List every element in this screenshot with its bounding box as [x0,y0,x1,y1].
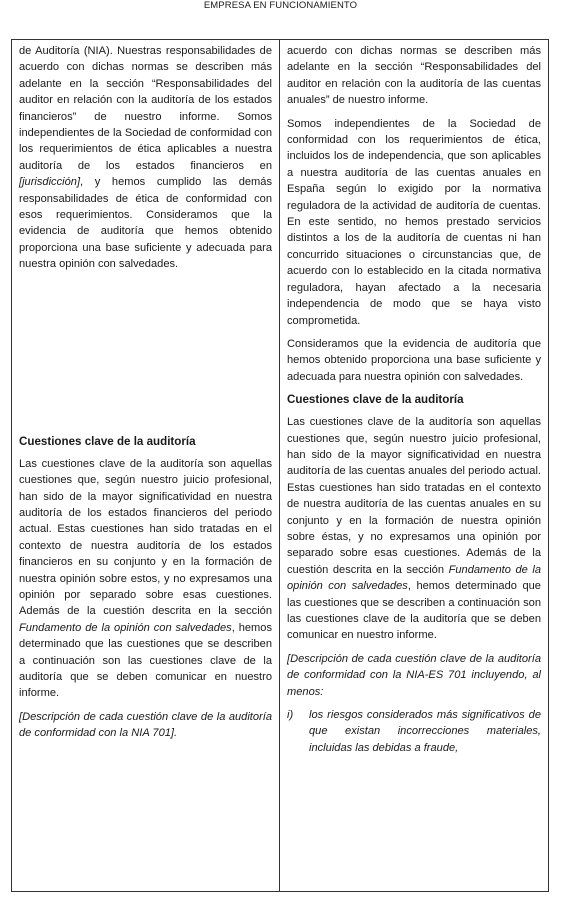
left-p2-italic: Fundamento de la opinión con salvedades [19,621,232,634]
left-p1-text-a: de Auditoría (NIA). Nuestras responsabilidades de acuerdo con dichas normas se describen más adelante en la sección “Responsabilidades del auditor en relación con la auditoría de los estados financieros” de nuestro informe. Somos independientes de la Sociedad de conformidad con los requerimientos de ética aplicables a nuestra auditoría de los estados financieros en [19,45,272,172]
left-column [12,40,280,891]
left-p2-text-a: Las cuestiones clave de la auditoría son aquellas cuestiones que, según nuestro juicio profesional, han sido de la mayor significatividad en nuestra auditoría de los estados financieros del periodo actual. Estas cuestiones han sido tratadas en el contexto de nuestra auditoría de los estados financieros en su conjunto y en la formación de nuestra opinión sobre estos, y no expresamos una opinión por separado sobre esas cuestiones. Además de la cuestión descrita en la sección [19,457,272,618]
left-paragraph-2 [19,456,272,702]
right-p4-text-b: , hemos determinado que las cuestiones que se describen a continuación son las cuestiones clave de la auditoría que se deben comunicar en nuestro informe. [287,580,541,642]
right-column [280,40,548,891]
list-item-number: i) [287,709,294,722]
right-paragraph-2: Somos independientes de la Sociedad de conformidad con los requerimientos de ética, incluidos los de independencia, que son aplicables a nuestra auditoría de las cuentas anuales en España según lo exigido por la normativa reguladora de la actividad de auditoría de cuentas. En este sentido, no hemos prestado servicios distintos a los de la auditoría de cuentas ni han concurrido situaciones o circunstancias que, de acuerdo con lo establecido en la citada normativa reguladora, hayan afectado a la necesaria independencia de modo que se haya visto comprometida. [287,117,541,327]
right-p4-italic: Fundamento de la opinión con salvedades [287,563,541,593]
right-list-item [287,707,541,756]
right-heading: Cuestiones clave de la auditoría [287,393,464,407]
right-p4-text-a: Las cuestiones clave de la auditoría son aquellas cuestiones que, según nuestro juicio profesional, han sido de la mayor significatividad en nuestra auditoría de las cuentas anuales del periodo actual. Estas cuestiones han sido tratadas en el contexto de nuestra auditoría de las cuentas anuales en su conjunto y en la formación de nuestra opinión sobre éstas, y no expresamos una opinión por separado sobre esas cuestiones. Además de la cuestión descrita en la sección [287,416,541,576]
left-paragraph-1 [19,43,272,273]
comparison-table [11,39,549,892]
left-p1-jurisdiction: [jurisdicción] [19,176,81,189]
left-heading: Cuestiones clave de la auditoría [19,434,196,448]
list-item-text: los riesgos considerados más significativos de que existan incorrecciones materiales, incluidas las debidas a fraude, [309,709,541,754]
left-paragraph-3: [Descripción de cada cuestión clave de la auditoría de conformidad con la NIA 701]. [19,710,272,740]
right-paragraph-3: Consideramos que la evidencia de auditoría que hemos obtenido proporciona una base suficiente y adecuada para nuestra opinión con salvedades. [287,337,541,383]
right-paragraph-5: [Descripción de cada cuestión clave de la auditoría de conformidad con la NIA-ES 701 incluyendo, al menos: [287,652,541,698]
right-paragraph-4 [287,414,541,644]
right-paragraph-1: acuerdo con dichas normas se describen más adelante en la sección “Responsabilidades del auditor en relación con la auditoría de las cuentas anuales” de nuestro informe. [287,45,541,107]
page-header: EMPRESA EN FUNCIONAMIENTO [203,0,358,11]
left-p2-text-b: , hemos determinado que las cuestiones que se describen a continuación son las cuestiones clave de la auditoría que se deben comunicar en nuestro informe. [19,621,272,700]
left-p1-text-b: , y hemos cumplido las demás responsabilidades de ética de conformidad con esos requerimientos. Consideramos que la evidencia de auditoría que hemos obtenido proporciona una base suficiente y adecuada para nuestra opinión con salvedades. [19,176,272,271]
left-spacer [19,280,272,434]
